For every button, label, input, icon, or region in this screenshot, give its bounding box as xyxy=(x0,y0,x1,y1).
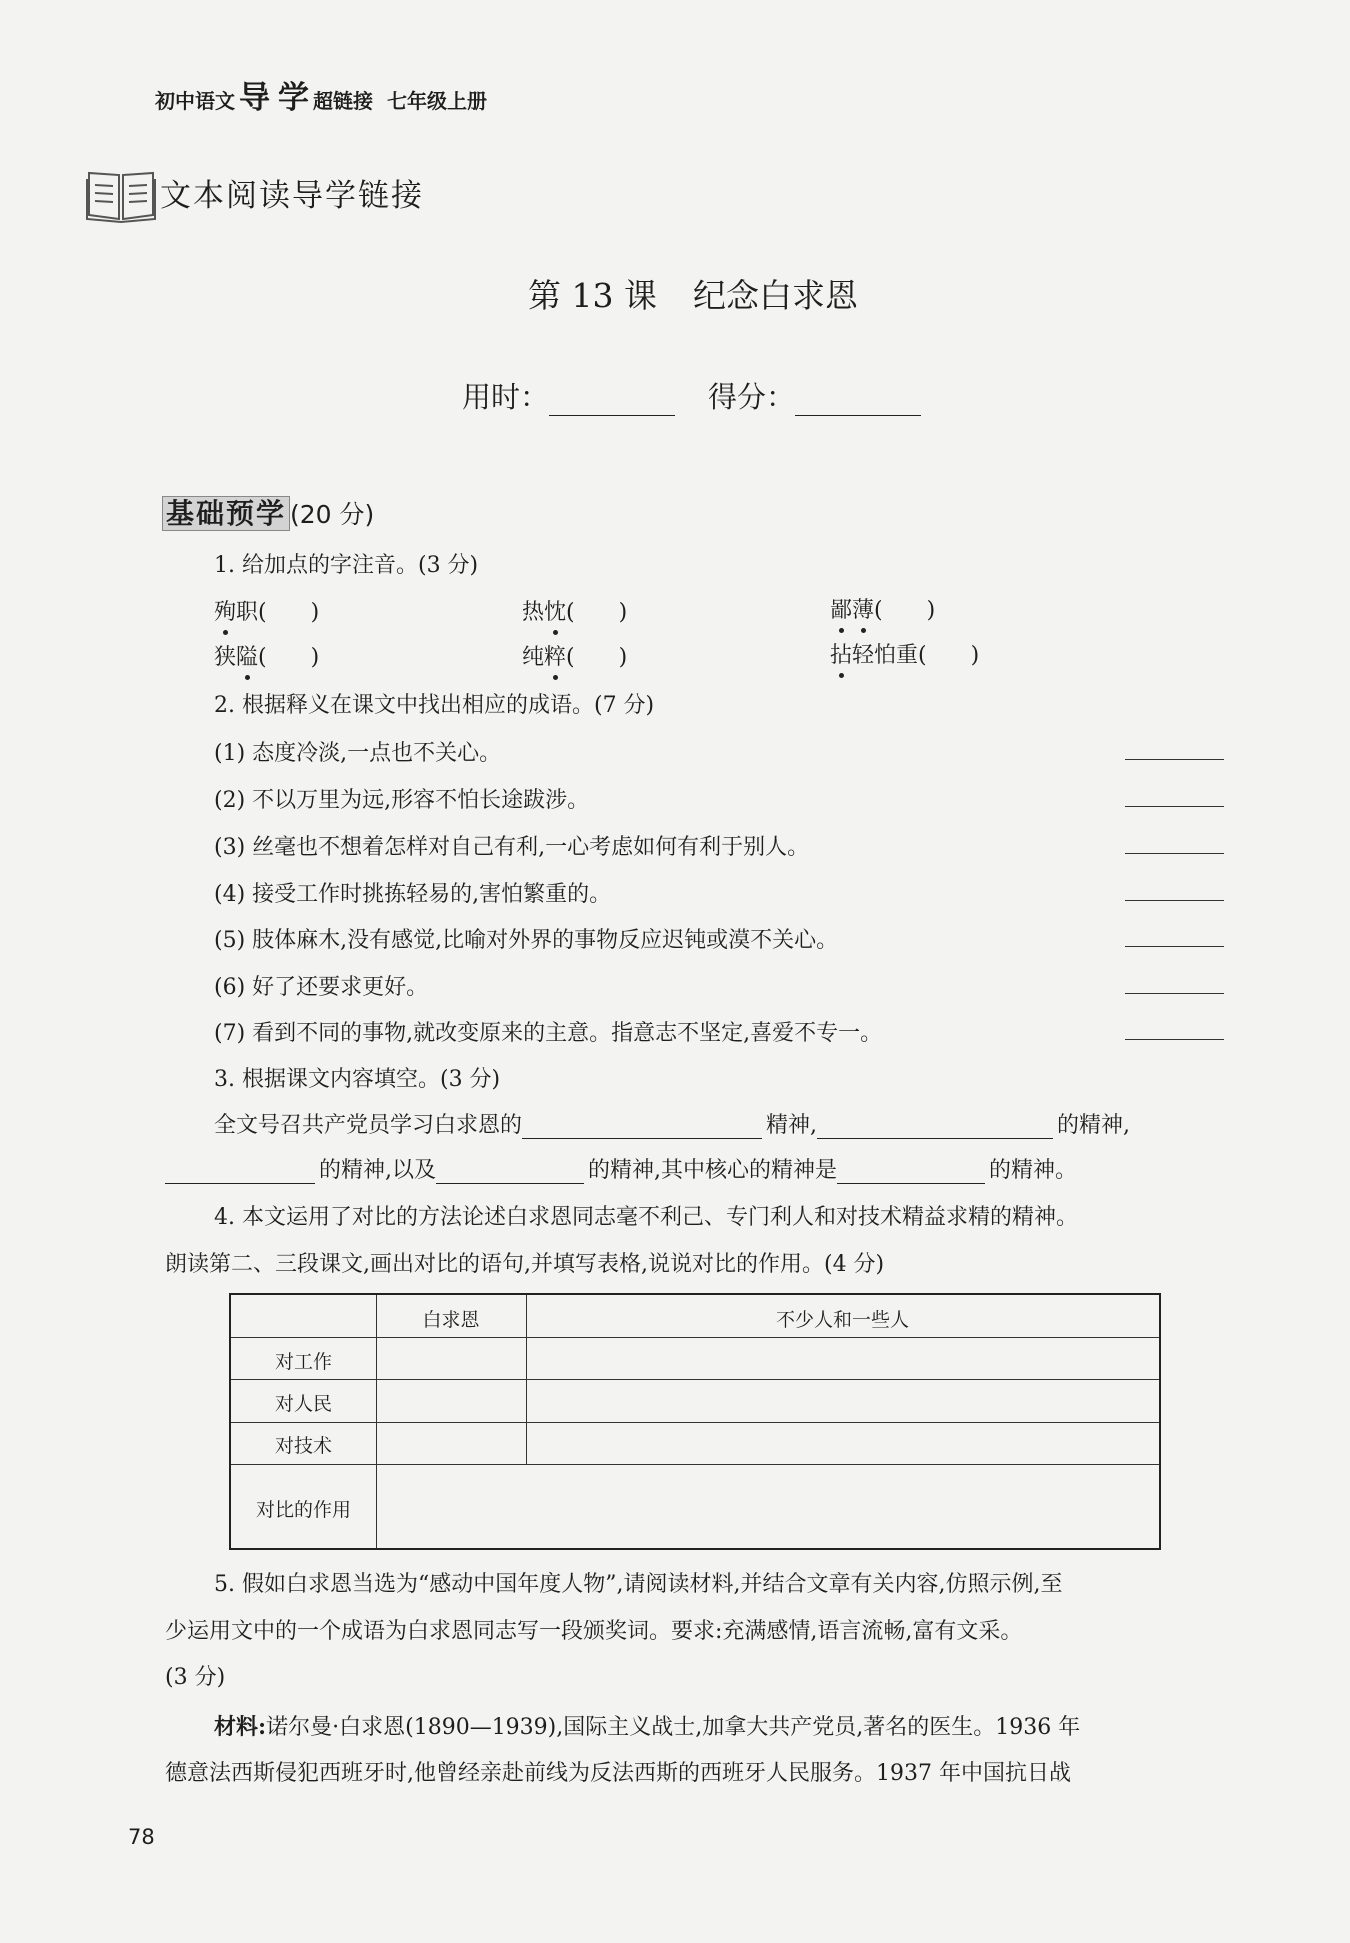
q1-item-d-rest: ( ) xyxy=(258,645,320,670)
q3-prompt: 3. 根据课文内容填空。(3 分) xyxy=(214,1067,501,1092)
q1-item-e-rest: ( ) xyxy=(566,645,628,670)
q4-line2: 朗读第二、三段课文,画出对比的语句,并填写表格,说说对比的作用。(4 分) xyxy=(165,1252,885,1277)
q1-item-e xyxy=(522,640,627,671)
answer-blank[interactable] xyxy=(1125,759,1224,760)
answer-blank[interactable] xyxy=(1125,900,1224,901)
dotted-char: 鄙 xyxy=(830,593,852,624)
table-row-label: 对人民 xyxy=(274,1393,332,1415)
q1-item-d xyxy=(214,640,319,671)
section-title: 文本阅读导学链接 xyxy=(160,178,424,214)
q3-text: 的精神。 xyxy=(989,1158,1078,1183)
q2-item: (7) 看到不同的事物,就改变原来的主意。指意志不坚定,喜爱不专一。 xyxy=(214,1021,883,1046)
basics-title: 基础预学 xyxy=(162,496,290,531)
table-rule xyxy=(231,1422,1159,1423)
q5-line1: 5. 假如白求恩当选为“感动中国年度人物”,请阅读材料,并结合文章有关内容,仿照示例,至 xyxy=(214,1572,1063,1597)
material-line2: 德意法西斯侵犯西班牙时,他曾经亲赴前线为反法西斯的西班牙人民服务。1937 年中国抗日战 xyxy=(165,1761,1071,1786)
q1-item-c xyxy=(830,593,935,624)
q2-item: (3) 丝毫也不想着怎样对自己有利,一心考虑如何有利于别人。 xyxy=(214,835,810,860)
answer-blank[interactable] xyxy=(1125,946,1224,947)
q2-item: (5) 肢体麻木,没有感觉,比喻对外界的事物反应迟钝或漠不关心。 xyxy=(214,928,839,953)
q3-text: 全文号召共产党员学习白求恩的 xyxy=(214,1113,523,1138)
basics-points: (20 分) xyxy=(290,500,375,529)
score-blank[interactable] xyxy=(795,385,921,416)
q3-text: 的精神, xyxy=(1057,1113,1131,1138)
q3-line1 xyxy=(214,1108,1130,1139)
grade-label: 七年级上册 xyxy=(387,89,487,113)
table-row-label: 对工作 xyxy=(274,1351,332,1373)
q1-item-c-rest: ( ) xyxy=(874,598,936,623)
book-header xyxy=(155,72,487,117)
open-book-icon xyxy=(85,165,157,223)
q1-item-b-rest: ( ) xyxy=(566,600,628,625)
table-row-label: 对技术 xyxy=(274,1435,332,1457)
time-field[interactable] xyxy=(462,375,675,416)
series-label: 初中语文 xyxy=(155,89,235,113)
fill-blank[interactable] xyxy=(522,1114,762,1139)
series-link: 超链接 xyxy=(313,89,373,113)
q1-item-b xyxy=(522,595,627,626)
q3-text: 的精神,其中核心的精神是 xyxy=(588,1158,837,1183)
q1-item-f-rest: 轻怕重( ) xyxy=(852,643,980,668)
q3-text: 的精神,以及 xyxy=(319,1158,436,1183)
answer-blank[interactable] xyxy=(1125,993,1224,994)
table-rule xyxy=(376,1295,377,1548)
dotted-char: 薄 xyxy=(852,593,874,624)
q5-line3: (3 分) xyxy=(165,1665,226,1690)
fill-blank[interactable] xyxy=(165,1159,315,1184)
lesson-title xyxy=(528,270,858,317)
dotted-char: 隘 xyxy=(236,640,258,671)
comparison-table xyxy=(229,1293,1161,1550)
time-label: 用时： xyxy=(462,380,550,414)
q1-item-d-pre: 狭 xyxy=(214,645,237,670)
dotted-char: 殉 xyxy=(214,595,236,626)
q2-item: (2) 不以万里为远,形容不怕长途跋涉。 xyxy=(214,788,590,813)
table-row-label: 对比的作用 xyxy=(255,1499,351,1521)
answer-blank[interactable] xyxy=(1125,853,1224,854)
material-line1 xyxy=(214,1710,1080,1741)
basics-heading xyxy=(162,492,374,532)
q3-line2 xyxy=(165,1153,1077,1184)
table-header-cell: 白求恩 xyxy=(422,1309,480,1331)
fill-blank[interactable] xyxy=(837,1159,985,1184)
q1-item-a xyxy=(214,595,319,626)
dotted-char: 忱 xyxy=(544,595,566,626)
time-blank[interactable] xyxy=(549,385,675,416)
fill-blank[interactable] xyxy=(436,1159,584,1184)
series-dao: 导 xyxy=(239,80,270,116)
material-text: 诺尔曼·白求恩(1890—1939),国际主义战士,加拿大共产党员,著名的医生。1936 年 xyxy=(266,1715,1081,1740)
lesson-name: 纪念白求恩 xyxy=(692,276,858,315)
score-field[interactable] xyxy=(708,375,921,416)
table-header-cell: 不少人和一些人 xyxy=(775,1309,909,1331)
answer-blank[interactable] xyxy=(1125,1039,1224,1040)
material-label: 材料: xyxy=(214,1714,267,1740)
q1-item-a-rest: 职( ) xyxy=(236,600,320,625)
dotted-char: 拈 xyxy=(830,638,852,669)
q1-prompt: 1. 给加点的字注音。(3 分) xyxy=(214,553,479,578)
table-rule xyxy=(231,1337,1159,1338)
lesson-number: 第 13 课 xyxy=(528,276,657,315)
q2-prompt: 2. 根据释义在课文中找出相应的成语。(7 分) xyxy=(214,693,655,718)
q3-text: 精神, xyxy=(766,1113,818,1138)
table-rule xyxy=(231,1379,1159,1380)
q1-item-b-pre: 热 xyxy=(522,600,545,625)
score-label: 得分： xyxy=(708,380,796,414)
q1-item-f xyxy=(830,638,979,669)
dotted-char: 粹 xyxy=(544,640,566,671)
q2-item: (6) 好了还要求更好。 xyxy=(214,975,429,1000)
q1-item-e-pre: 纯 xyxy=(522,645,545,670)
series-xue: 学 xyxy=(278,80,309,116)
q2-item: (4) 接受工作时挑拣轻易的,害怕繁重的。 xyxy=(214,882,612,907)
q5-line2: 少运用文中的一个成语为白求恩同志写一段颁奖词。要求:充满感情,语言流畅,富有文采。 xyxy=(165,1619,1023,1644)
table-rule xyxy=(231,1464,1159,1465)
q2-item: (1) 态度冷淡,一点也不关心。 xyxy=(214,741,502,766)
fill-blank[interactable] xyxy=(817,1114,1053,1139)
answer-blank[interactable] xyxy=(1125,806,1224,807)
page-number: 78 xyxy=(128,1825,155,1849)
q4-line1: 4. 本文运用了对比的方法论述白求恩同志毫不利己、专门利人和对技术精益求精的精神。 xyxy=(214,1205,1078,1230)
